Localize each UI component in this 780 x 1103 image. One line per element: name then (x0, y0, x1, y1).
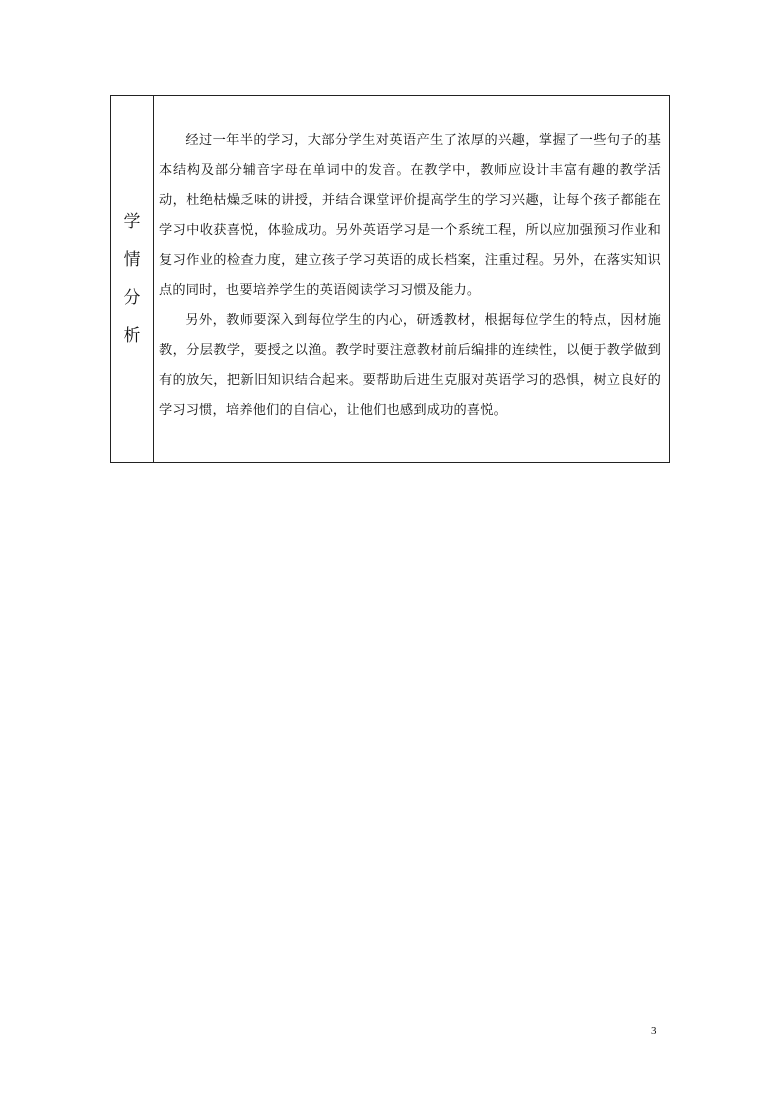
section-label-char-3: 分 (123, 287, 141, 308)
section-label-char-4: 析 (123, 325, 141, 346)
section-content-cell (154, 96, 669, 462)
analysis-paragraph-1: 经过一年半的学习，大部分学生对英语产生了浓厚的兴趣，掌握了一些句子的基本结构及部分辅音字母在单词中的发音。在教学中，教师应设计丰富有趣的教学活动，杜绝枯燥乏味的讲授，并结合课堂评价提高学生的学习兴趣，让每个孩子都能在学习中收获喜悦，体验成功。另外英语学习是一个系统工程，所以应加强预习作业和复习作业的检查力度，建立孩子学习英语的成长档案，注重过程。另外，在落实知识点的同时，也要培养学生的英语阅读学习习惯及能力。 (159, 133, 661, 298)
section-label-cell (111, 96, 154, 462)
section-label-char-2: 情 (123, 249, 141, 270)
analysis-paragraph-2: 另外，教师要深入到每位学生的内心，研透教材，根据每位学生的特点，因材施教，分层教学，要授之以渔。教学时要注意教材前后编排的连续性，以便于教学做到有的放矢，把新旧知识结合起来。要帮助后进生克服对英语学习的恐惧，树立良好的学习习惯，培养他们的自信心，让他们也感到成功的喜悦。 (159, 313, 661, 418)
page-number: 3 (651, 1025, 657, 1037)
student-analysis-table (110, 95, 670, 463)
section-label-char-1: 学 (123, 211, 141, 232)
